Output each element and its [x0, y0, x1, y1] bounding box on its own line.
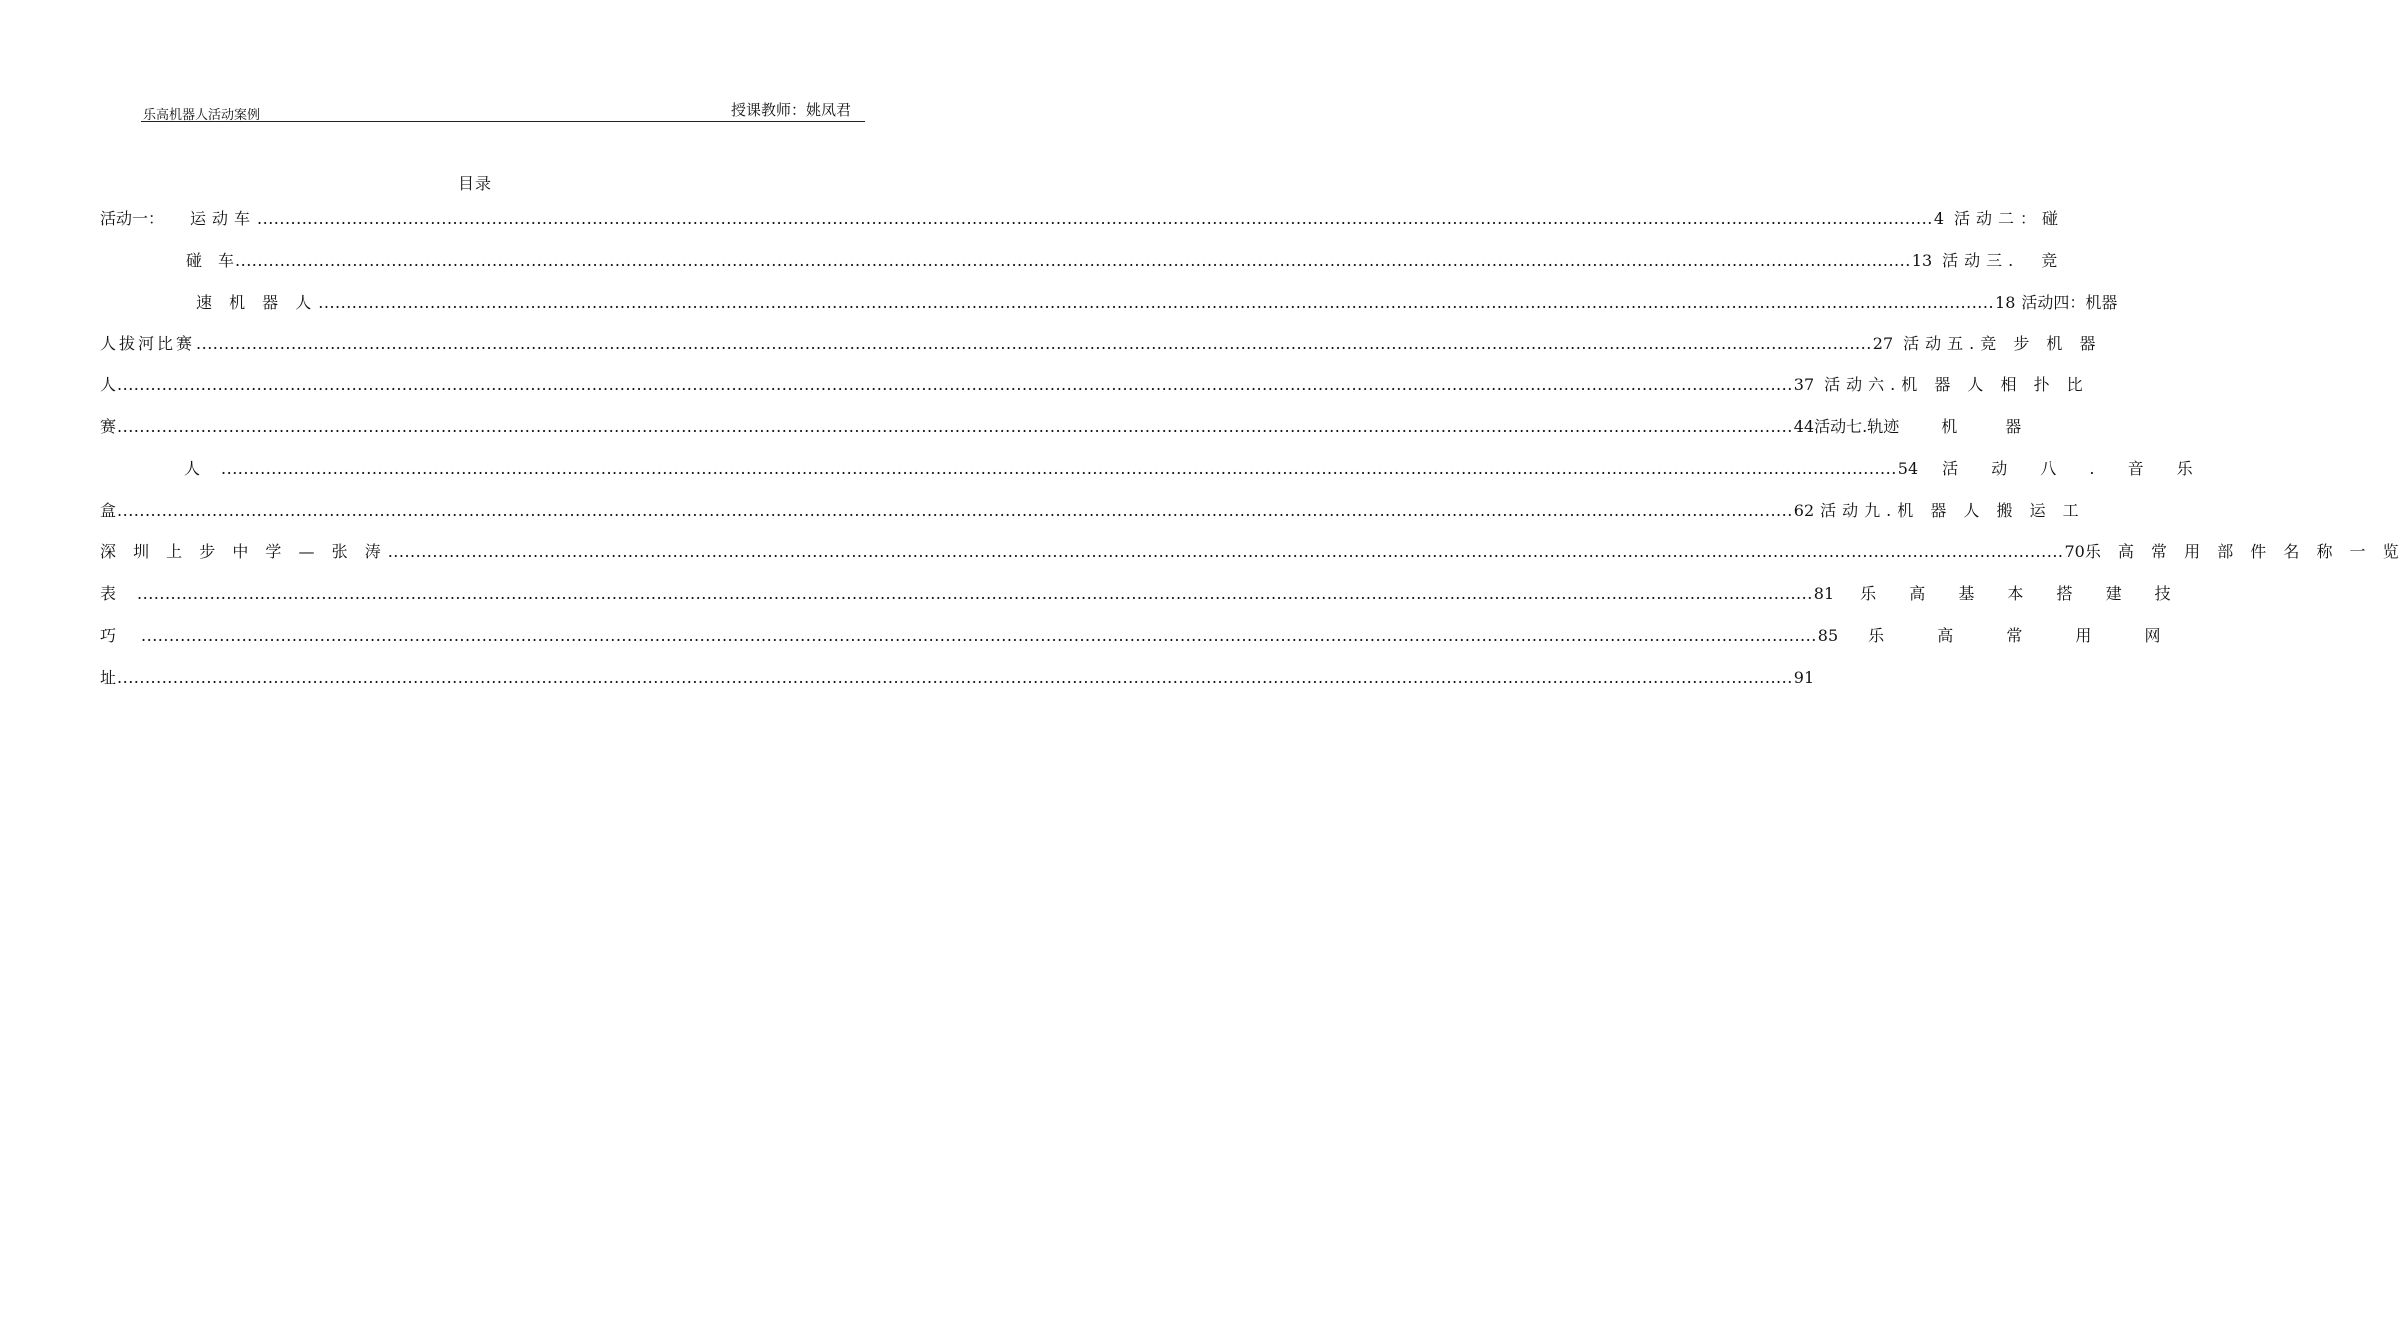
toc-line-2	[186, 249, 2064, 273]
toc-text: 碰 车	[186, 251, 235, 270]
toc-line-9	[100, 540, 2405, 564]
toc-text: 赛	[100, 417, 117, 436]
toc-page-number: 62	[1793, 501, 1815, 520]
toc-page-number: 44	[1793, 417, 1815, 436]
toc-line-1	[100, 207, 2065, 231]
toc-line-10	[100, 582, 2185, 606]
toc-text: 盒	[100, 501, 117, 520]
toc-leader: ............................................................................................................................................................................................................................................................................................................	[235, 251, 1911, 270]
toc-text: 活动六.机 器 人 相 扑 比	[1824, 375, 2089, 394]
toc-text: 活动一：	[100, 209, 165, 228]
toc-text: 活 动 八 . 音 乐	[1942, 459, 2207, 478]
toc-leader: ............................................................................................................................................................................................................................................................................................................	[117, 501, 1793, 520]
toc-text: 址	[100, 668, 117, 687]
toc-text: 活动三. 竞	[1942, 251, 2064, 270]
toc-page-number: 13	[1911, 251, 1933, 270]
toc-text: 活动五.竞 步 机 器	[1903, 334, 2102, 353]
toc-page-number: 27	[1872, 334, 1894, 353]
toc-text: 活动七.轨	[1814, 417, 1884, 436]
toc-text: 人	[184, 459, 201, 478]
toc-leader: ............................................................................................................................................................................................................................................................................................................	[387, 542, 2064, 561]
toc-text: 活动九.机 器 人 搬 运 工	[1820, 501, 2085, 520]
toc-text: 深 圳 上 步 中 学 — 张 涛	[100, 542, 387, 561]
toc-page-number: 81	[1813, 584, 1835, 603]
toc-leader: ............................................................................................................................................................................................................................................................................................................	[257, 209, 1933, 228]
toc-text: 人拔河比赛	[100, 334, 196, 353]
toc-line-12	[100, 666, 1815, 690]
toc-text: 表	[100, 584, 117, 603]
toc-text: 巧	[100, 626, 117, 645]
toc-line-11	[100, 624, 2185, 648]
toc-title: 目录	[457, 174, 492, 193]
toc-page-number: 85	[1817, 626, 1839, 645]
toc-leader: ............................................................................................................................................................................................................................................................................................................	[196, 334, 1872, 353]
toc-line-6	[100, 415, 2022, 439]
toc-page-number: 18	[1995, 293, 2016, 312]
toc-text: 迹	[1883, 417, 1900, 436]
toc-text: 乐 高 常 用 网	[1868, 626, 2185, 645]
toc-line-5	[100, 373, 2089, 397]
header-document-title: 乐高机器人活动案例	[143, 108, 261, 123]
toc-page-number: 37	[1793, 375, 1815, 394]
toc-page-number: 4	[1933, 209, 1944, 228]
toc-line-3	[196, 291, 2118, 315]
toc-leader: ............................................................................................................................................................................................................................................................................................................	[117, 375, 1793, 394]
toc-page-number: 54	[1897, 459, 1919, 478]
toc-line-4	[100, 332, 2102, 356]
toc-text: 人	[100, 375, 117, 394]
toc-page-number: 70	[2064, 542, 2085, 561]
toc-line-8	[100, 499, 2085, 523]
toc-leader: ............................................................................................................................................................................................................................................................................................................	[141, 626, 1817, 645]
toc-leader: ............................................................................................................................................................................................................................................................................................................	[117, 668, 1793, 687]
header-divider	[141, 121, 865, 122]
toc-page-number: 91	[1793, 668, 1815, 687]
toc-leader: ............................................................................................................................................................................................................................................................................................................	[137, 584, 1813, 603]
toc-text: 机	[1941, 417, 1958, 436]
toc-text: 乐 高 常 用 部 件 名 称 一 览	[2084, 542, 2405, 561]
toc-text: 活动四：机器	[2021, 293, 2118, 312]
header-teacher: 授课教师：姚凤君	[730, 101, 851, 119]
toc-leader: ............................................................................................................................................................................................................................................................................................................	[318, 293, 1995, 312]
toc-text: 器	[2005, 417, 2022, 436]
toc-leader: ............................................................................................................................................................................................................................................................................................................	[117, 417, 1793, 436]
toc-text: 活动二：碰	[1954, 209, 2065, 228]
toc-line-7	[184, 457, 2207, 481]
toc-leader: ............................................................................................................................................................................................................................................................................................................	[221, 459, 1897, 478]
toc-text: 乐 高 基 本 搭 建 技	[1860, 584, 2185, 603]
toc-text: 速 机 器 人	[196, 293, 318, 312]
toc-text: 运动车	[190, 209, 257, 228]
